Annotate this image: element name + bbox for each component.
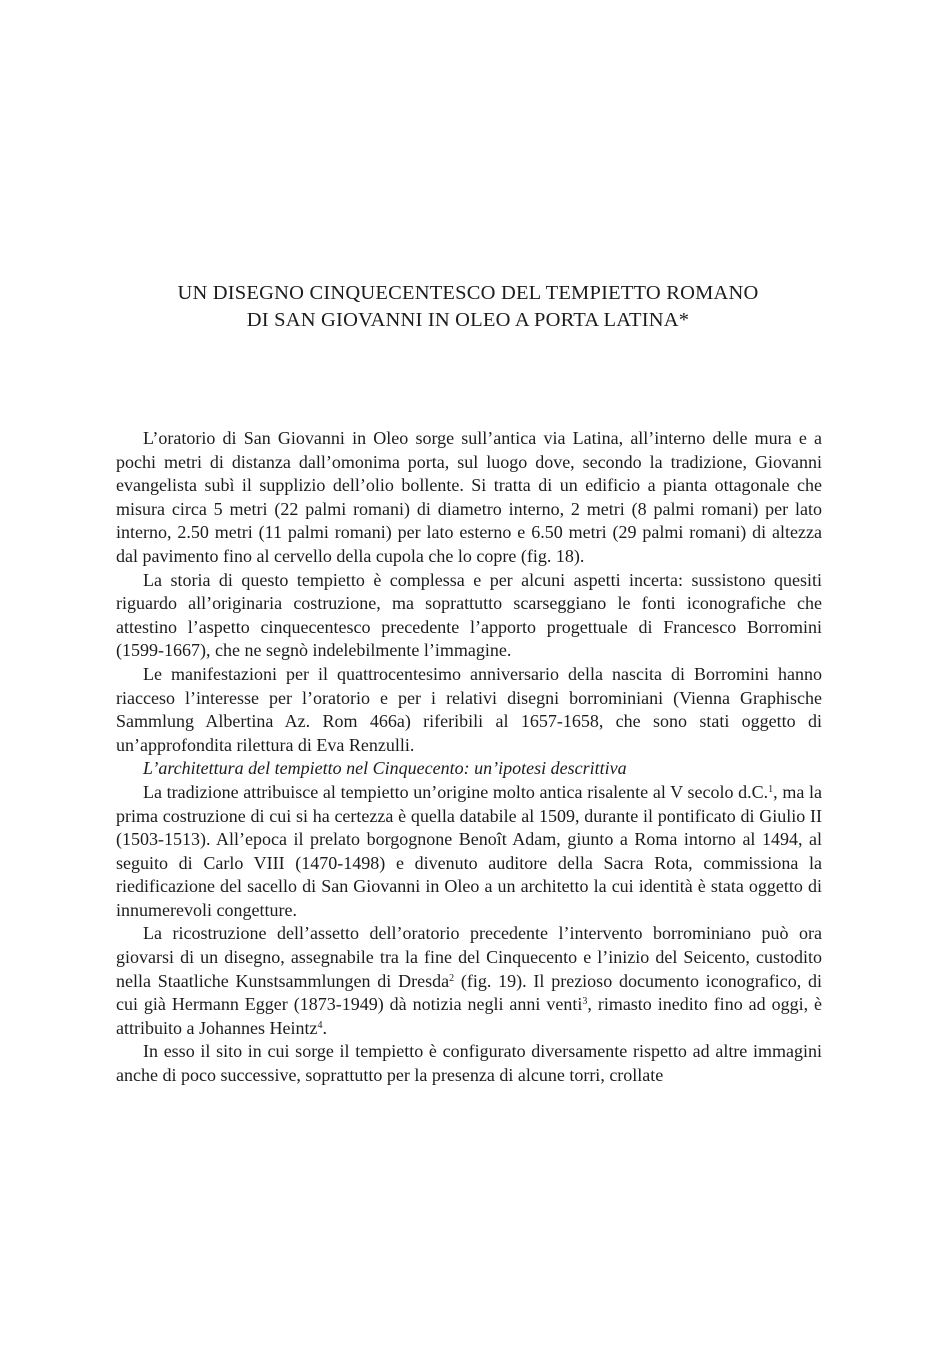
title-line-2: DI SAN GIOVANNI IN OLEO A PORTA LATINA* bbox=[246, 309, 690, 331]
section-heading: L’architettura del tempietto nel Cinquecento: un’ipotesi descrittiva bbox=[143, 758, 627, 779]
footnote-ref-2: 2 bbox=[449, 972, 455, 984]
paragraph-3: Le manifestazioni per il quattrocentesimo anniversario della nascita di Borromini hanno riacceso l’interesse per l’oratorio e per i relativi disegni borrominiani (Vienna Graphische Sammlung Albertina Az. Rom 466a) riferibili al 1657-1658, che sono stati oggetto di un’approfondita rilettura di Eva Renzulli. bbox=[116, 663, 822, 755]
article-title bbox=[0, 280, 936, 334]
footnote-ref-4: 4 bbox=[317, 1019, 323, 1031]
footnote-ref-3: 3 bbox=[582, 996, 588, 1008]
section-paragraph-2 bbox=[116, 922, 822, 1040]
footnote-ref-1: 1 bbox=[768, 783, 774, 795]
section-paragraph-1 bbox=[116, 781, 822, 923]
title-line-1: UN DISEGNO CINQUECENTESCO DEL TEMPIETTO ROMANO bbox=[177, 282, 759, 304]
text-span: (fig. 19). Il prezioso documento iconografico, di cui già Hermann Egger (1873-1949) dà notizia negli anni venti bbox=[116, 970, 822, 1015]
text-span: , ma la prima costruzione di cui si ha certezza è quella databile al 1509, durante il pontificato di Giulio II (1503-1513). All’epoca il prelato borgognone Benoît Adam, giunto a Roma intorno al 1494, al seguito di Carlo VIII (1470-1498) e divenuto auditore della Sacra Rota, commissiona la riedificazione del sacello di San Giovanni in Oleo a un architetto la cui identità è stata oggetto di innumerevoli congetture. bbox=[116, 781, 822, 920]
section-paragraph-3: In esso il sito in cui sorge il tempietto è configurato diversamente rispetto ad altre immagini anche di poco successive, soprattutto per la presenza di alcune torri, crollate bbox=[116, 1041, 822, 1086]
text-span: La tradizione attribuisce al tempietto un’origine molto antica risalente al V secolo d.C. bbox=[143, 781, 769, 802]
text-span: La ricostruzione dell’assetto dell’oratorio precedente l’intervento borrominiano può ora giovarsi di un disegno, assegnabile tra la fine del Cinquecento e l’inizio del Seicento, custodito nella Staatliche Kunstsammlungen di Dresda bbox=[116, 923, 822, 991]
paragraph-1: L’oratorio di San Giovanni in Oleo sorge sull’antica via Latina, all’interno delle mura e a pochi metri di distanza dall’omonima porta, sul luogo dove, secondo la tradizione, Giovanni evangelista subì il supplizio dell’olio bollente. Si tratta di un edificio a pianta ottagonale che misura circa 5 metri (22 palmi romani) di diametro interno, 2 metri (8 palmi romani) per lato interno, 2.50 metri (11 palmi romani) per lato esterno e 6.50 metri (29 palmi romani) di altezza dal pavimento fino al cervello della cupola che lo copre (fig. 18). bbox=[116, 428, 822, 566]
text-span: . bbox=[322, 1017, 327, 1038]
paragraph-2: La storia di questo tempietto è complessa e per alcuni aspetti incerta: sussistono quesiti riguardo all’originaria costruzione, ma soprattutto scarseggiano le fonti iconografiche che attestino l’aspetto cinquecentesco precedente l’apporto progettuale di Francesco Borromini (1599-1667), che ne segnò indelebilmente l’immagine. bbox=[116, 569, 822, 661]
text-span: , rimasto inedito fino ad oggi, è attribuito a Johannes Heintz bbox=[116, 994, 823, 1038]
article-body bbox=[116, 427, 822, 1088]
